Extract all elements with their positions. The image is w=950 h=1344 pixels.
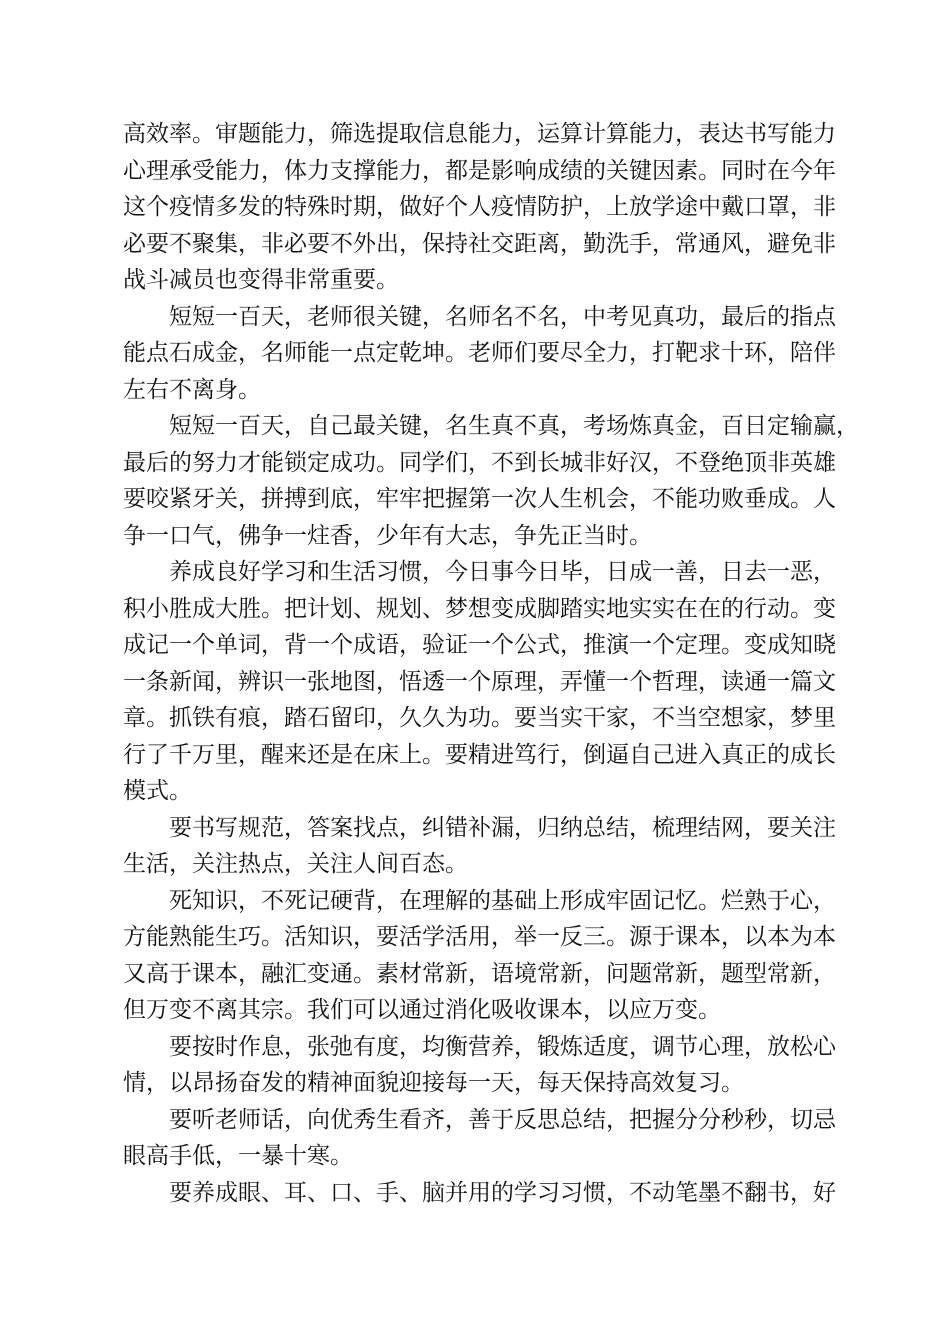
- paragraph-first-line: 要听老师话，向优秀生看齐，善于反思总结，把握分分秒秒，切忌: [169, 1106, 836, 1133]
- paragraph-first-line: 短短一百天，老师很关键，名师名不名，中考见真功，最后的指点: [169, 303, 836, 330]
- text-line: 左右不离身。: [123, 376, 261, 403]
- paragraph-first-line: 要按时作息，张弛有度，均衡营养，锻炼适度，调节心理，放松心: [169, 1033, 836, 1060]
- text-line: 眼高手低，一暴十寒。: [123, 1143, 353, 1169]
- text-line: 能点石成金，名师能一点定乾坤。老师们要尽全力，打靶求十环，陪伴: [123, 340, 836, 366]
- paragraph-first-line: 养成良好学习和生活习惯，今日事今日毕，日成一善，日去一恶，: [169, 559, 836, 585]
- text-line: 积小胜成大胜。把计划、规划、梦想变成脚踏实地实实在在的行动。变: [123, 595, 836, 622]
- text-line: 又高于课本，融汇变通。素材常新，语境常新，问题常新，题型常新，: [123, 960, 836, 987]
- text-line: 模式。: [123, 778, 192, 804]
- text-line: 情，以昂扬奋发的精神面貌迎接每一天，每天保持高效复习。: [123, 1070, 744, 1096]
- text-line: 必要不聚集，非必要不外出，保持社交距离，勤洗手，常通风，避免非: [123, 230, 836, 257]
- paragraph-first-line: 短短一百天，自己最关键，名生真不真，考场炼真金，百日定输赢，: [169, 413, 859, 439]
- paragraph-first-line: 要书写规范，答案找点，纠错补漏，归纳总结，梳理结网，要关注: [169, 814, 836, 841]
- text-line: 生活，关注热点，关注人间百态。: [123, 851, 468, 877]
- document-body: [123, 116, 859, 1211]
- text-line: 这个疫情多发的特殊时期，做好个人疫情防护，上放学途中戴口罩，非: [123, 194, 836, 220]
- text-line: 一条新闻，辨识一张地图，悟透一个原理，弄懂一个哲理，读通一篇文: [123, 668, 836, 695]
- text-line: 最后的努力才能锁定成功。同学们，不到长城非好汉，不登绝顶非英雄: [123, 449, 836, 476]
- text-line: 方能熟能生巧。活知识，要活学活用，举一反三。源于课本，以本为本: [123, 924, 836, 950]
- text-line: 但万变不离其宗。我们可以通过消化吸收课本，以应万变。: [123, 997, 721, 1023]
- paragraph-first-line: 要养成眼、耳、口、手、脑并用的学习习惯，不动笔墨不翻书，好: [169, 1179, 836, 1206]
- text-line: 成记一个单词，背一个成语，验证一个公式，推演一个定理。变成知晓: [123, 632, 836, 658]
- paragraph-first-line: 死知识，不死记硬背，在理解的基础上形成牢固记忆。烂熟于心，: [169, 887, 836, 914]
- text-line: 战斗减员也变得非常重要。: [123, 267, 399, 293]
- text-line: 心理承受能力，体力支撑能力，都是影响成绩的关键因素。同时在今年: [123, 157, 836, 184]
- text-line: 章。抓铁有痕，踏石留印，久久为功。要当实干家，不当空想家，梦里: [123, 705, 836, 731]
- text-line: 要咬紧牙关，拼搏到底，牢牢把握第一次人生机会，不能功败垂成。人: [123, 486, 836, 512]
- text-line: 争一口气，佛争一炷香，少年有大志，争先正当时。: [123, 522, 652, 549]
- text-line: 行了千万里，醒来还是在床上。要精进笃行，倒逼自己进入真正的成长: [123, 741, 836, 768]
- text-line: 高效率。审题能力，筛选提取信息能力，运算计算能力，表达书写能力: [123, 121, 836, 147]
